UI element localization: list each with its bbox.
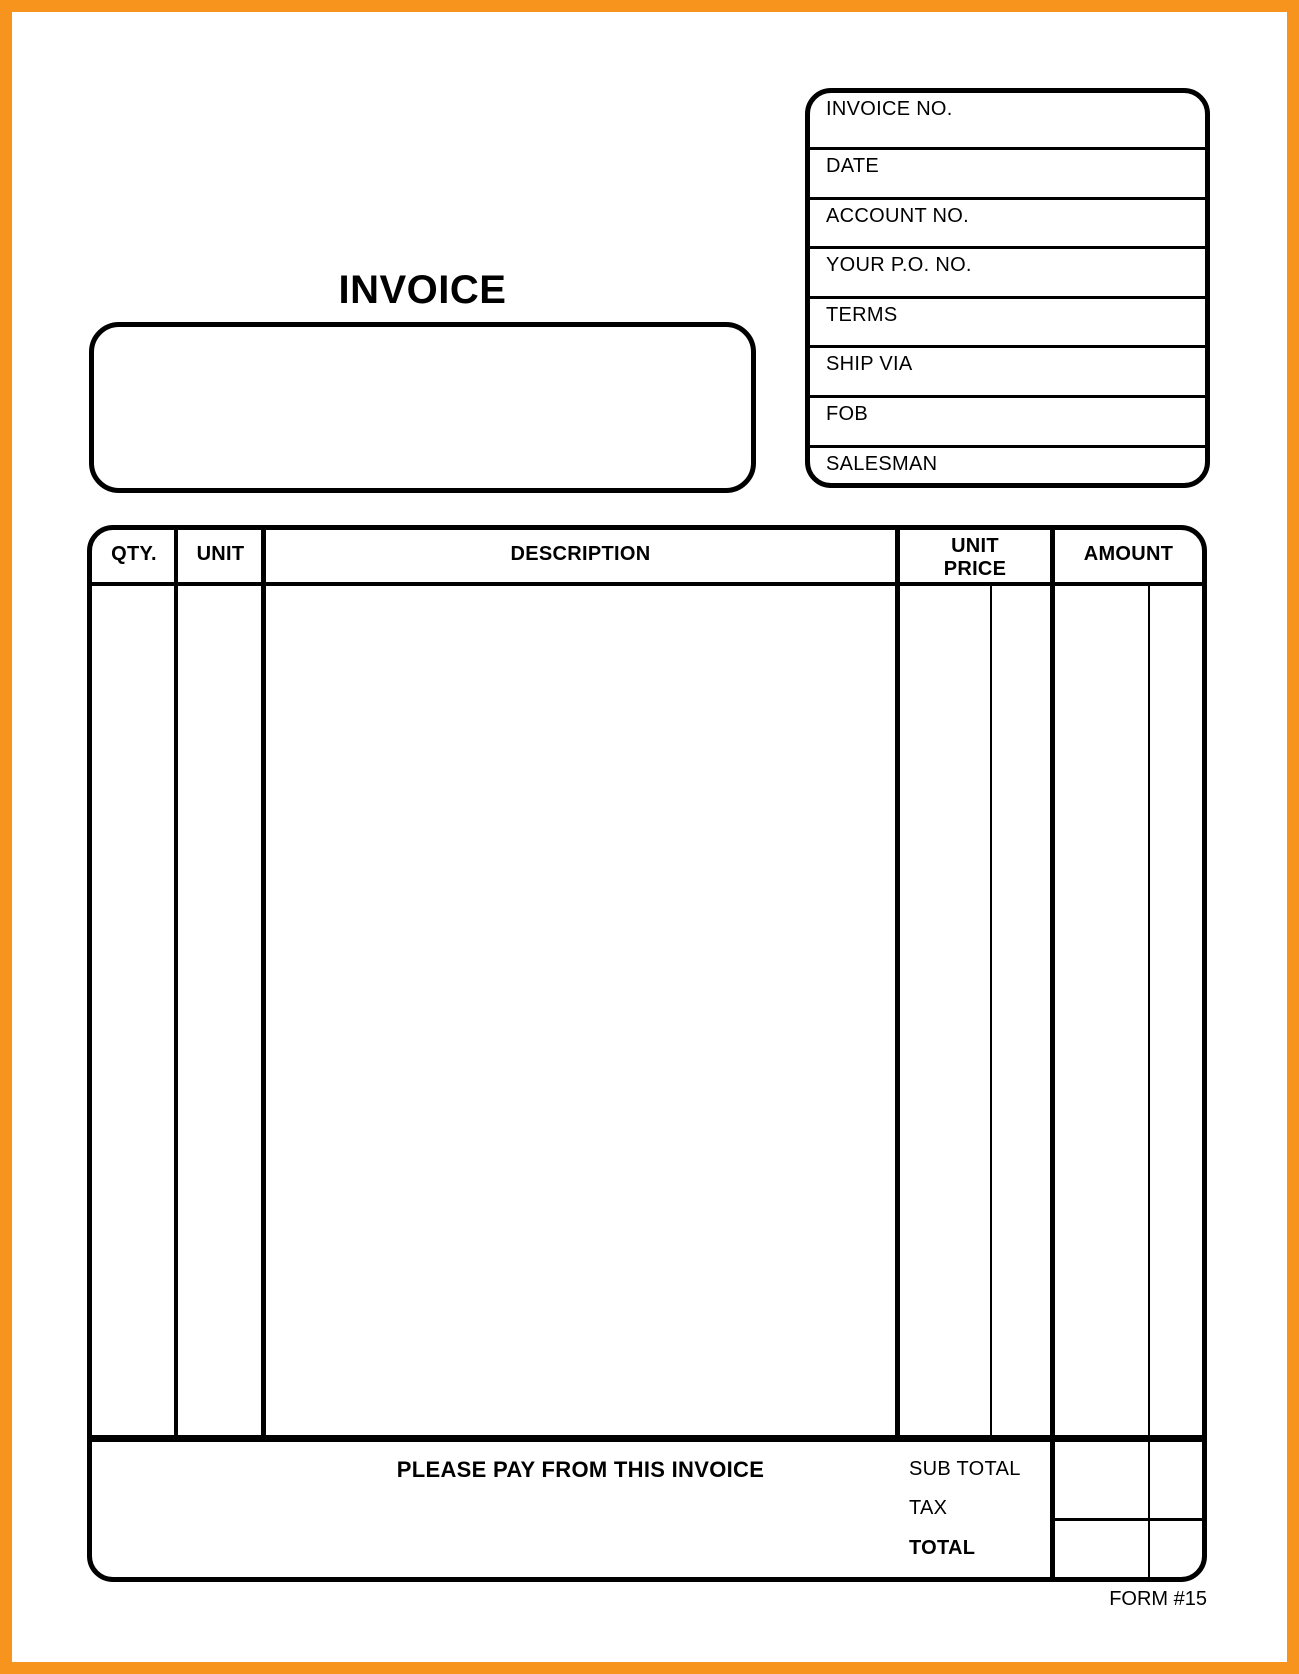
info-row-salesman[interactable] xyxy=(810,448,1205,483)
qty-column-header: QTY. xyxy=(111,543,157,565)
unit-price-column-header xyxy=(900,535,1050,581)
salesman-label: SALESMAN xyxy=(826,453,938,475)
amount-input-area[interactable] xyxy=(1055,586,1202,1435)
description-input-area[interactable] xyxy=(266,586,895,1435)
fob-label: FOB xyxy=(826,403,869,425)
description-column-header: DESCRIPTION xyxy=(510,543,651,565)
account-no-label: ACCOUNT NO. xyxy=(826,205,969,227)
line-items-table xyxy=(87,525,1207,1582)
unit-column-header: UNIT xyxy=(196,543,245,565)
invoice-meta-box xyxy=(805,88,1210,488)
date-label: DATE xyxy=(826,155,880,177)
qty-input-area[interactable] xyxy=(92,586,174,1435)
pay-from-invoice-message: PLEASE PAY FROM THIS INVOICE xyxy=(396,1457,765,1482)
form-number: FORM #15 xyxy=(1109,1588,1207,1610)
subtotal-label: SUB TOTAL xyxy=(909,1458,1021,1480)
info-row-date[interactable] xyxy=(810,150,1205,200)
info-row-your-po-no[interactable] xyxy=(810,249,1205,299)
subtotal-tax-amount-area[interactable] xyxy=(1055,1442,1202,1518)
unit-price-input-area[interactable] xyxy=(900,586,1050,1435)
invoice-no-label: INVOICE NO. xyxy=(826,98,953,120)
ship-via-label: SHIP VIA xyxy=(826,353,913,375)
info-row-invoice-no[interactable] xyxy=(810,93,1205,150)
info-row-account-no[interactable] xyxy=(810,200,1205,249)
your-po-no-label: YOUR P.O. NO. xyxy=(826,254,972,276)
bill-to-address-box[interactable] xyxy=(89,322,756,493)
info-row-ship-via[interactable] xyxy=(810,348,1205,398)
total-label: TOTAL xyxy=(909,1537,976,1559)
amount-column-header: AMOUNT xyxy=(1083,543,1174,565)
unit-price-header-line2: PRICE xyxy=(943,558,1007,580)
info-row-fob[interactable] xyxy=(810,398,1205,448)
tax-label: TAX xyxy=(909,1497,948,1519)
total-amount-area[interactable] xyxy=(1055,1521,1202,1577)
terms-label: TERMS xyxy=(826,304,898,326)
body-bottom-rule xyxy=(92,1435,1202,1442)
unit-input-area[interactable] xyxy=(178,586,261,1435)
info-row-terms[interactable] xyxy=(810,299,1205,348)
unit-price-header-line1: UNIT xyxy=(951,535,999,557)
form-title: INVOICE xyxy=(338,268,507,312)
